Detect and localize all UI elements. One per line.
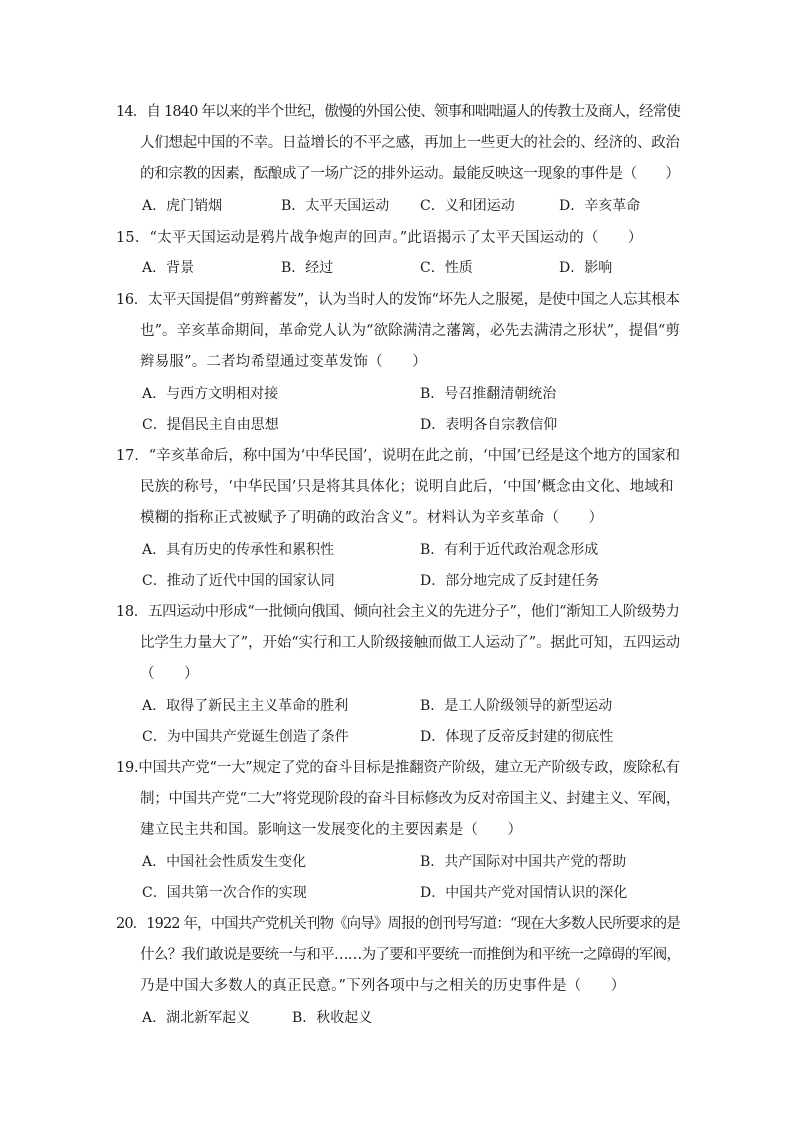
- q14-option-a: A．虎门销烟: [142, 198, 223, 214]
- q14-line-1: 14．自 1840 年以来的半个世纪，傲慢的外国公使、领事和咄咄逼人的传教士及商人，经常使: [116, 104, 681, 120]
- q15-line-1: 15．“太平天国运动是鸦片战争炮声的回声。”此语揭示了太平天国运动的（ ）: [116, 230, 643, 246]
- q20-line-2: 什么？我们敢说是要统一与和平……为了要和平要统一而推倒为和平统一之障碍的军阀，: [140, 947, 681, 963]
- q18-line-3: （ ）: [140, 666, 199, 682]
- q17-option-b: B．有利于近代政治观念形成: [420, 542, 599, 558]
- q16-option-d: D．表明各自宗教信仰: [420, 417, 558, 433]
- q15-option-c: C．性质: [420, 260, 473, 276]
- q14-option-c: C．义和团运动: [420, 198, 515, 214]
- q18-option-a: A．取得了新民主主义革命的胜利: [142, 698, 349, 714]
- q20-line-3: 乃是中国大多数人的真正民意。”下列各项中与之相关的历史事件是（ ）: [140, 978, 626, 994]
- q17-option-d: D．部分地完成了反封建任务: [420, 573, 600, 589]
- q19-line-3: 建立民主共和国。影响这一发展变化的主要因素是（ ）: [140, 822, 523, 838]
- q17-option-c: C．推动了近代中国的国家认同: [142, 573, 335, 589]
- q19-option-d: D．中国共产党对国情认识的深化: [420, 885, 628, 901]
- q17-line-2: 民族的称号，‘中华民国’只是将其具体化；说明自此后，‘中国’概念由文化、地域和: [140, 479, 674, 495]
- q16-option-a: A．与西方文明相对接: [142, 386, 279, 402]
- q15-option-a: A．背景: [142, 260, 195, 276]
- q16-option-b: B．号召推翻清朝统治: [420, 386, 557, 402]
- q19-option-a: A．中国社会性质发生变化: [142, 854, 307, 870]
- q18-option-c: C．为中国共产党诞生创造了条件: [142, 729, 349, 745]
- q17-option-a: A．具有历史的传承性和累积性: [142, 542, 335, 558]
- q16-line-2: 也”。辛亥革命期间，革命党人认为“欲除满清之藩篱，必先去满清之形状”，提倡“剪: [140, 323, 680, 339]
- q19-option-c: C．国共第一次合作的实现: [142, 885, 307, 901]
- q14-line-2: 人们想起中国的不幸。日益增长的不平之感，再加上一些更大的社会的、经济的、政治: [140, 135, 680, 151]
- q16-line-1: 16．太平天国提倡“剪辫蓄发”，认为当时人的发饰“坏先人之服冕，是使中国之人忘其根本: [116, 292, 680, 308]
- q19-option-b: B．共产国际对中国共产党的帮助: [420, 854, 627, 870]
- q15-option-b: B．经过: [281, 260, 334, 276]
- q18-option-d: D．体现了反帝反封建的彻底性: [420, 729, 614, 745]
- q19-line-2: 制；中国共产党“二大”将党现阶段的奋斗目标修改为反对帝国主义、封建主义、军阀，: [140, 791, 681, 807]
- q20-option-a: A．湖北新军起义: [142, 1010, 251, 1026]
- q18-line-2: 比学生力量大了”，开始“实行和工人阶级接触而做工人运动了”。据此可知，五四运动: [140, 635, 681, 651]
- q14-option-d: D．辛亥革命: [559, 198, 641, 214]
- q20-line-1: 20．1922 年，中国共产党机关刊物《向导》周报的创刊号写道：“现在大多数人民所要求的是: [116, 916, 680, 932]
- q18-line-1: 18．五四运动中形成“一批倾向俄国、倾向社会主义的先进分子”，他们“渐知工人阶级势力: [116, 604, 680, 620]
- q20-option-b: B．秋收起义: [292, 1010, 373, 1026]
- q17-line-1: 17．“辛亥革命后，称中国为‘中华民国’，说明在此之前，‘中国’已经是这个地方的国家和: [116, 448, 680, 464]
- q16-line-3: 辫易服”。二者均希望通过变革发饰（ ）: [140, 354, 427, 370]
- q16-option-c: C．提倡民主自由思想: [142, 417, 279, 433]
- q14-line-3: 的和宗教的因素，酝酿成了一场广泛的排外运动。最能反映这一现象的事件是（ ）: [140, 166, 680, 182]
- q14-option-b: B．太平天国运动: [281, 198, 390, 214]
- q18-option-b: B．是工人阶级领导的新型运动: [420, 698, 613, 714]
- q15-option-d: D．影响: [559, 260, 613, 276]
- q17-line-3: 模糊的指称正式被赋予了明确的政治含义”。材料认为辛亥革命（ ）: [140, 510, 604, 526]
- q19-line-1: 19.中国共产党“一大”规定了党的奋斗目标是推翻资产阶级，建立无产阶级专政，废除私有: [116, 760, 680, 776]
